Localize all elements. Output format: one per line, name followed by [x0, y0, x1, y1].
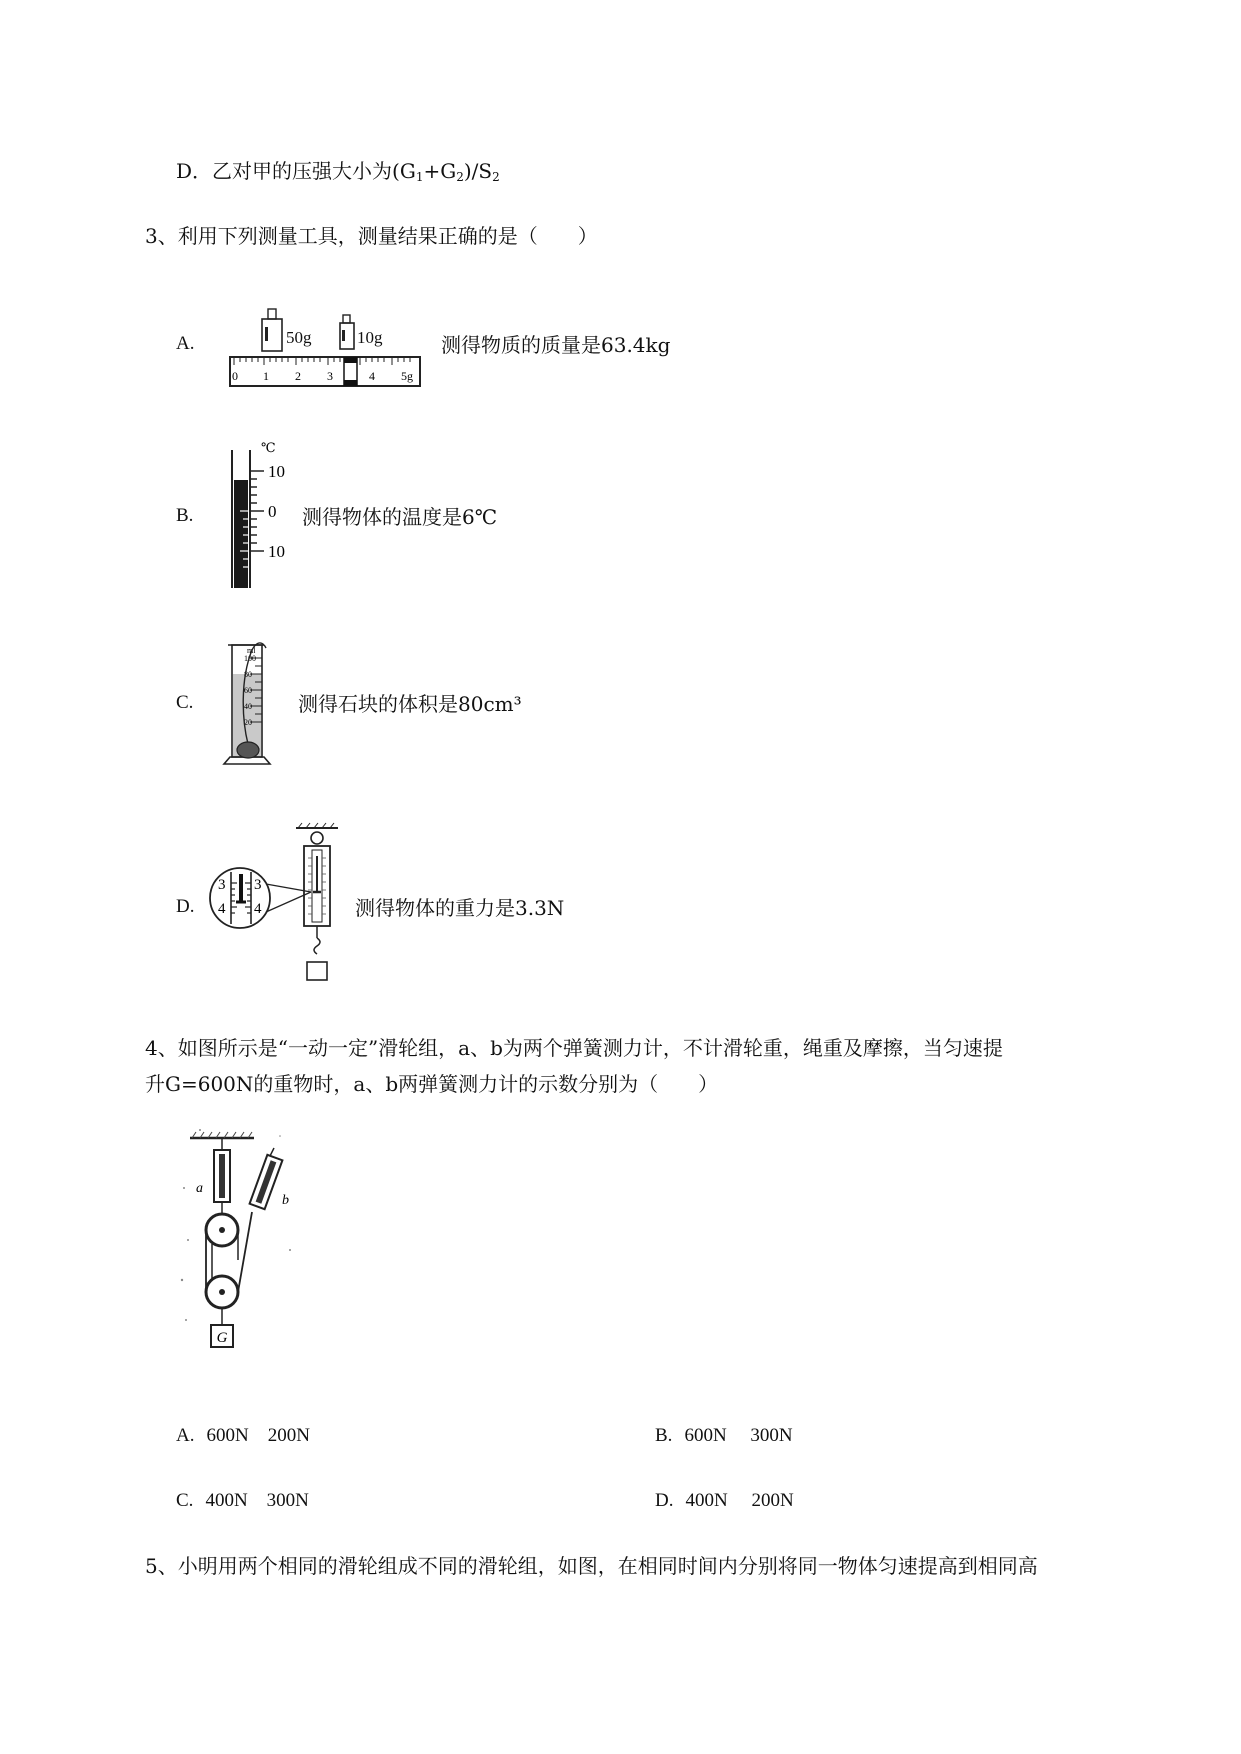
thermo-tick-zero: 0 — [268, 502, 277, 521]
question-5-stem: 5、小明用两个相同的滑轮组成不同的滑轮组，如图，在相同时间内分别将同一物体匀速提高到相同高 — [145, 1554, 1038, 1578]
option-label: D. — [655, 1490, 674, 1511]
option-label: D． — [176, 159, 213, 183]
option-label: C. — [176, 1490, 194, 1511]
cylinder-tick-40: 40 — [244, 702, 252, 711]
measuring-cylinder-figure — [222, 640, 292, 770]
balance-beam-figure — [222, 295, 422, 395]
cylinder-tick-60: 60 — [244, 686, 252, 695]
q3-option-a-label: A. — [176, 333, 195, 354]
q3-option-d-text: 测得物体的重力是3.3N — [355, 896, 565, 920]
q4-option-c — [176, 1485, 309, 1512]
magnifier-tick-3-right: 3 — [254, 877, 262, 893]
cylinder-tick-20: 20 — [244, 718, 252, 727]
question-4-stem-line2: 升G=600N的重物时，a、b两弹簧测力计的示数分别为（ ） — [145, 1072, 719, 1096]
scale-label-4: 4 — [369, 369, 375, 383]
pulley-system-figure — [170, 1120, 310, 1380]
q3-option-d-label: D. — [176, 896, 195, 917]
question-4-stem-line1: 4、如图所示是“一动一定”滑轮组，a、b为两个弹簧测力计，不计滑轮重，绳重及摩擦，当匀速提 — [145, 1036, 1003, 1060]
label-a: a — [196, 1181, 203, 1196]
thermometer-unit: ℃ — [261, 440, 276, 455]
cylinder-tick-80: 80 — [244, 670, 252, 679]
q3-option-b-text: 测得物体的温度是6℃ — [302, 505, 498, 529]
cylinder-unit: ml — [247, 646, 256, 655]
q4-option-d — [655, 1485, 794, 1512]
option-text: 400N 200N — [685, 1490, 794, 1511]
q4-option-a — [176, 1420, 310, 1447]
q3-option-c-text: 测得石块的体积是80cm³ — [298, 692, 522, 716]
q3-option-c-label: C. — [176, 692, 194, 713]
q3-option-a-text: 测得物质的质量是63.4kg — [441, 333, 671, 357]
scale-label-2: 2 — [295, 369, 301, 383]
q4-option-b — [655, 1420, 793, 1447]
question-3-stem: 3、利用下列测量工具，测量结果正确的是（ ） — [145, 224, 598, 248]
thermo-tick-bottom: 10 — [268, 542, 285, 561]
magnifier-tick-4-right: 4 — [254, 901, 262, 917]
weight-50g-label: 50g — [286, 328, 312, 347]
option-label: A. — [176, 1425, 195, 1446]
magnifier-tick-3-left: 3 — [218, 877, 226, 893]
label-g: G — [216, 1330, 228, 1346]
scale-label-1: 1 — [263, 369, 269, 383]
option-label: B. — [655, 1425, 673, 1446]
option-text: 600N 300N — [684, 1425, 793, 1446]
prev-option-d — [176, 157, 500, 191]
magnifier-tick-4-left: 4 — [218, 901, 226, 917]
option-text: 400N 300N — [205, 1490, 309, 1511]
option-text: 乙对甲的压强大小为$(G_1+G_2)/S_2$ — [212, 159, 500, 184]
scale-label-3: 3 — [327, 369, 333, 383]
weight-10g-label: 10g — [357, 328, 383, 347]
label-b: b — [282, 1193, 289, 1208]
thermo-tick-top: 10 — [268, 462, 285, 481]
spring-scale-figure — [210, 826, 350, 986]
scale-label-0: 0 — [232, 369, 238, 383]
option-text: 600N 200N — [206, 1425, 310, 1446]
cylinder-tick-100: 100 — [244, 654, 256, 663]
scale-label-5g: 5g — [401, 369, 413, 383]
q3-option-b-label: B. — [176, 505, 194, 526]
